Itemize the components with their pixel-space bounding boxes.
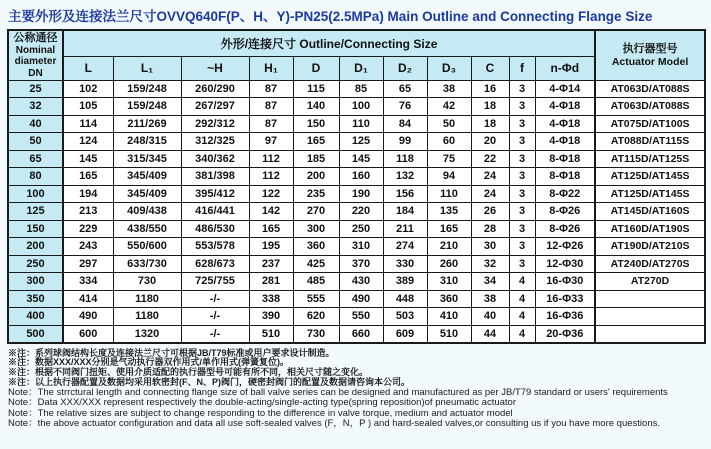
dn-cell: 80 bbox=[8, 168, 63, 186]
dimension-cell: 486/530 bbox=[181, 220, 249, 238]
dimension-cell: 97 bbox=[249, 133, 293, 151]
dimension-cell: 1320 bbox=[113, 325, 181, 343]
dimension-cell: 16-Φ30 bbox=[535, 273, 595, 291]
dimension-cell: 338 bbox=[249, 290, 293, 308]
dimension-cell: 3 bbox=[509, 203, 535, 221]
dimension-cell: 4 bbox=[509, 308, 535, 326]
dimension-cell: 448 bbox=[383, 290, 427, 308]
table-body bbox=[8, 80, 705, 343]
dimension-cell: 12-Φ26 bbox=[535, 238, 595, 256]
dimension-cell: 135 bbox=[427, 203, 471, 221]
dimension-cell: 213 bbox=[63, 203, 113, 221]
actuator-model-cell: AT160D/AT190S bbox=[595, 220, 705, 238]
dimension-cell: 140 bbox=[293, 98, 339, 116]
col-header-dim: D bbox=[293, 56, 339, 80]
table-row bbox=[8, 255, 705, 273]
dimension-cell: -/- bbox=[181, 290, 249, 308]
dimension-cell: 20-Φ36 bbox=[535, 325, 595, 343]
dimension-cell: 165 bbox=[293, 133, 339, 151]
dimension-cell: 105 bbox=[63, 98, 113, 116]
table-row bbox=[8, 185, 705, 203]
dimension-cell: 414 bbox=[63, 290, 113, 308]
dimension-cell: 8-Φ26 bbox=[535, 203, 595, 221]
dimension-cell: 42 bbox=[427, 98, 471, 116]
dn-header-en3: DN bbox=[28, 67, 43, 79]
dimension-cell: 730 bbox=[293, 325, 339, 343]
dimension-cell: 4-Φ14 bbox=[535, 80, 595, 98]
actuator-header-zh: 执行器型号 bbox=[622, 42, 678, 55]
dimension-cell: 555 bbox=[293, 290, 339, 308]
table-row bbox=[8, 168, 705, 186]
dn-header-en2: diameter bbox=[14, 56, 57, 67]
dimension-cell: 115 bbox=[293, 80, 339, 98]
dn-cell: 50 bbox=[8, 133, 63, 151]
dimension-cell: 184 bbox=[383, 203, 427, 221]
dimension-cell: 100 bbox=[339, 98, 383, 116]
col-header-dim: D₃ bbox=[427, 56, 471, 80]
dimension-cell: 503 bbox=[383, 308, 427, 326]
table-row bbox=[8, 290, 705, 308]
dimension-cell: 16-Φ36 bbox=[535, 308, 595, 326]
note-line-zh: ※注：根据不同阀门扭矩、使用介质适配的执行器型号可能有所不同，相关尺寸随之变化。 bbox=[8, 367, 369, 378]
dimension-cell: 30 bbox=[471, 238, 509, 256]
dimension-cell: 200 bbox=[293, 168, 339, 186]
dn-cell: 350 bbox=[8, 290, 63, 308]
dimension-cell: 310 bbox=[427, 273, 471, 291]
dimension-cell: 122 bbox=[249, 185, 293, 203]
dimension-cell: 112 bbox=[249, 168, 293, 186]
dimension-cell: 99 bbox=[383, 133, 427, 151]
dimension-cell: 250 bbox=[339, 220, 383, 238]
dn-cell: 250 bbox=[8, 255, 63, 273]
dn-header-en1: Nominal bbox=[15, 44, 56, 56]
dimension-cell: 65 bbox=[383, 80, 427, 98]
dimension-cell: 510 bbox=[249, 325, 293, 343]
dimension-cell: 114 bbox=[63, 115, 113, 133]
dimension-cell: 185 bbox=[293, 150, 339, 168]
dimension-cell: 38 bbox=[471, 290, 509, 308]
dimension-cell: 8-Φ26 bbox=[535, 220, 595, 238]
dimension-cell: 360 bbox=[293, 238, 339, 256]
dn-cell: 500 bbox=[8, 325, 63, 343]
dn-cell: 40 bbox=[8, 115, 63, 133]
dimension-cell: 76 bbox=[383, 98, 427, 116]
dn-cell: 400 bbox=[8, 308, 63, 326]
table-row bbox=[8, 220, 705, 238]
page-title: 主要外形及连接法兰尺寸OVVQ640F(P、H、Y)-PN25(2.5MPa) Main Outline and Connecting Flange Size bbox=[8, 9, 653, 24]
table-row bbox=[8, 325, 705, 343]
dimension-cell: 156 bbox=[383, 185, 427, 203]
dimension-cell: 229 bbox=[63, 220, 113, 238]
dimension-cell: 260/290 bbox=[181, 80, 249, 98]
actuator-model-cell: AT125D/AT145S bbox=[595, 185, 705, 203]
dimension-cell: 3 bbox=[509, 115, 535, 133]
dimension-cell: 94 bbox=[427, 168, 471, 186]
dn-cell: 100 bbox=[8, 185, 63, 203]
dimension-cell: 3 bbox=[509, 238, 535, 256]
table-header bbox=[8, 30, 705, 80]
dimension-cell: 730 bbox=[113, 273, 181, 291]
dimension-cell: 18 bbox=[471, 98, 509, 116]
dimension-cell: 416/441 bbox=[181, 203, 249, 221]
dimension-cell: 211 bbox=[383, 220, 427, 238]
actuator-model-cell bbox=[595, 308, 705, 326]
dimension-cell: 395/412 bbox=[181, 185, 249, 203]
dimension-cell: 28 bbox=[471, 220, 509, 238]
dimension-cell: 165 bbox=[427, 220, 471, 238]
dn-cell: 150 bbox=[8, 220, 63, 238]
dimension-cell: 142 bbox=[249, 203, 293, 221]
dimension-cell: 112 bbox=[249, 150, 293, 168]
dimension-cell: 438/550 bbox=[113, 220, 181, 238]
actuator-model-cell bbox=[595, 325, 705, 343]
dimension-cell: 159/248 bbox=[113, 98, 181, 116]
actuator-model-cell bbox=[595, 290, 705, 308]
dimension-cell: 330 bbox=[383, 255, 427, 273]
dimension-cell: 165 bbox=[249, 220, 293, 238]
dimension-cell: 4 bbox=[509, 290, 535, 308]
actuator-model-cell: AT125D/AT145S bbox=[595, 168, 705, 186]
actuator-model-cell: AT145D/AT160S bbox=[595, 203, 705, 221]
dimension-cell: 102 bbox=[63, 80, 113, 98]
note-line-zh: ※注：系列球阀结构长度及连接法兰尺寸可根据JB/T79标准或用户要求设计制造。 bbox=[8, 347, 335, 358]
actuator-header-en: Actuator Model bbox=[611, 55, 689, 68]
dimension-cell: 3 bbox=[509, 220, 535, 238]
dimension-cell: 160 bbox=[339, 168, 383, 186]
table-row bbox=[8, 98, 705, 116]
table-row bbox=[8, 273, 705, 291]
dimension-cell: 274 bbox=[383, 238, 427, 256]
dimension-cell: 243 bbox=[63, 238, 113, 256]
dimension-cell: 389 bbox=[383, 273, 427, 291]
dimension-cell: 425 bbox=[293, 255, 339, 273]
col-group-header: 外形/连接尺寸 Outline/Connecting Size bbox=[63, 30, 595, 56]
dimension-cell: 490 bbox=[339, 290, 383, 308]
dimension-cell: 195 bbox=[249, 238, 293, 256]
dimension-cell: 60 bbox=[427, 133, 471, 151]
flange-size-table bbox=[7, 29, 706, 344]
dimension-cell: 550 bbox=[339, 308, 383, 326]
note-line-en: Note：The strrctural length and connecting flange size of ball valve series can be designed and manufactured as per JB/T79 standard or users' requirements bbox=[8, 387, 668, 399]
dimension-cell: 633/730 bbox=[113, 255, 181, 273]
col-header-dim: f bbox=[509, 56, 535, 80]
table-row bbox=[8, 203, 705, 221]
dimension-cell: 8-Φ22 bbox=[535, 185, 595, 203]
dimension-cell: -/- bbox=[181, 325, 249, 343]
dimension-cell: 620 bbox=[293, 308, 339, 326]
dimension-cell: 110 bbox=[339, 115, 383, 133]
dimension-cell: 300 bbox=[293, 220, 339, 238]
dimension-cell: 34 bbox=[471, 273, 509, 291]
dimension-cell: 3 bbox=[509, 168, 535, 186]
dimension-cell: 3 bbox=[509, 185, 535, 203]
dimension-cell: 85 bbox=[339, 80, 383, 98]
dimension-cell: -/- bbox=[181, 308, 249, 326]
note-line-en: Note：Data XXX/XXX represent respectively the double-acting/single-acting type(spring reposition)of pneumatic actuator bbox=[8, 397, 516, 409]
col-header-dim: D₁ bbox=[339, 56, 383, 80]
dimension-cell: 550/600 bbox=[113, 238, 181, 256]
dimension-cell: 297 bbox=[63, 255, 113, 273]
dimension-cell: 430 bbox=[339, 273, 383, 291]
dimension-cell: 220 bbox=[339, 203, 383, 221]
dn-cell: 65 bbox=[8, 150, 63, 168]
dimension-cell: 75 bbox=[427, 150, 471, 168]
dimension-cell: 3 bbox=[509, 133, 535, 151]
actuator-model-cell: AT063D/AT088S bbox=[595, 98, 705, 116]
dimension-cell: 22 bbox=[471, 150, 509, 168]
dimension-cell: 281 bbox=[249, 273, 293, 291]
note-line-en: Note：The relative sizes are subject to change responding to the difference in valve torque, medium and actuator model bbox=[8, 407, 513, 419]
dimension-cell: 20 bbox=[471, 133, 509, 151]
note-line-zh: ※注：数据XXX/XXX分别是气动执行器双作用式/单作用式(弹簧复位)。 bbox=[8, 357, 290, 368]
actuator-model-cell: AT075D/AT100S bbox=[595, 115, 705, 133]
dimension-cell: 237 bbox=[249, 255, 293, 273]
dn-header-zh: 公称通径 bbox=[13, 31, 58, 44]
col-header-dim: H₁ bbox=[249, 56, 293, 80]
dimension-cell: 44 bbox=[471, 325, 509, 343]
col-header-dim: L bbox=[63, 56, 113, 80]
dimension-cell: 24 bbox=[471, 185, 509, 203]
dimension-cell: 118 bbox=[383, 150, 427, 168]
dimension-cell: 4 bbox=[509, 325, 535, 343]
col-header-dim: n-Φd bbox=[535, 56, 595, 80]
dimension-cell: 8-Φ18 bbox=[535, 168, 595, 186]
dimension-cell: 150 bbox=[293, 115, 339, 133]
dimension-cell: 292/312 bbox=[181, 115, 249, 133]
dimension-cell: 267/297 bbox=[181, 98, 249, 116]
dimension-cell: 84 bbox=[383, 115, 427, 133]
dimension-cell: 26 bbox=[471, 203, 509, 221]
dimension-cell: 87 bbox=[249, 98, 293, 116]
dimension-cell: 410 bbox=[427, 308, 471, 326]
dimension-cell: 3 bbox=[509, 150, 535, 168]
dn-cell: 200 bbox=[8, 238, 63, 256]
dimension-cell: 4-Φ18 bbox=[535, 133, 595, 151]
dimension-cell: 490 bbox=[63, 308, 113, 326]
table-row bbox=[8, 238, 705, 256]
dimension-cell: 8-Φ18 bbox=[535, 150, 595, 168]
dimension-cell: 4-Φ18 bbox=[535, 115, 595, 133]
dimension-cell: 38 bbox=[427, 80, 471, 98]
dimension-cell: 16-Φ33 bbox=[535, 290, 595, 308]
table-row bbox=[8, 115, 705, 133]
actuator-model-cell: AT063D/AT088S bbox=[595, 80, 705, 98]
dimension-cell: 345/409 bbox=[113, 168, 181, 186]
actuator-model-cell: AT270D bbox=[595, 273, 705, 291]
actuator-model-cell: AT240D/AT270S bbox=[595, 255, 705, 273]
dimension-cell: 190 bbox=[339, 185, 383, 203]
table-row bbox=[8, 133, 705, 151]
dimension-cell: 1180 bbox=[113, 290, 181, 308]
dimension-cell: 194 bbox=[63, 185, 113, 203]
dimension-cell: 340/362 bbox=[181, 150, 249, 168]
dn-cell: 25 bbox=[8, 80, 63, 98]
col-header-dim: ~H bbox=[181, 56, 249, 80]
notes-english bbox=[8, 388, 704, 429]
dimension-cell: 381/398 bbox=[181, 168, 249, 186]
dn-cell: 32 bbox=[8, 98, 63, 116]
col-header-actuator bbox=[595, 30, 705, 80]
dimension-cell: 370 bbox=[339, 255, 383, 273]
dimension-cell: 16 bbox=[471, 80, 509, 98]
dimension-cell: 4-Φ18 bbox=[535, 98, 595, 116]
dimension-cell: 50 bbox=[427, 115, 471, 133]
dimension-cell: 725/755 bbox=[181, 273, 249, 291]
dimension-cell: 165 bbox=[63, 168, 113, 186]
notes-section bbox=[7, 344, 704, 430]
dimension-cell: 145 bbox=[339, 150, 383, 168]
note-line-en: Note：the above actuator configuration and data all use soft-sealed valves (F，N，P ) and hard-sealed valves,or consulting us if you have more questions. bbox=[8, 418, 660, 430]
notes-chinese bbox=[8, 349, 704, 389]
dimension-cell: 485 bbox=[293, 273, 339, 291]
dimension-cell: 312/325 bbox=[181, 133, 249, 151]
dimension-cell: 87 bbox=[249, 115, 293, 133]
dimension-cell: 600 bbox=[63, 325, 113, 343]
note-line-zh: ※注：以上执行器配置及数据均采用软密封(F、N、P)阀门，硬密封阀门的配置及数据请咨询本公司。 bbox=[8, 377, 410, 388]
dimension-cell: 334 bbox=[63, 273, 113, 291]
dimension-cell: 553/578 bbox=[181, 238, 249, 256]
dn-cell: 125 bbox=[8, 203, 63, 221]
dimension-cell: 87 bbox=[249, 80, 293, 98]
dimension-cell: 110 bbox=[427, 185, 471, 203]
dimension-cell: 125 bbox=[339, 133, 383, 151]
actuator-model-cell: AT088D/AT115S bbox=[595, 133, 705, 151]
table-row bbox=[8, 150, 705, 168]
dimension-cell: 124 bbox=[63, 133, 113, 151]
dimension-cell: 270 bbox=[293, 203, 339, 221]
dimension-cell: 390 bbox=[249, 308, 293, 326]
dimension-cell: 260 bbox=[427, 255, 471, 273]
dimension-cell: 40 bbox=[471, 308, 509, 326]
dimension-cell: 315/345 bbox=[113, 150, 181, 168]
dimension-cell: 3 bbox=[509, 80, 535, 98]
col-header-dim: C bbox=[471, 56, 509, 80]
dimension-cell: 3 bbox=[509, 255, 535, 273]
actuator-model-cell: AT115D/AT125S bbox=[595, 150, 705, 168]
dimension-cell: 145 bbox=[63, 150, 113, 168]
dimension-cell: 211/269 bbox=[113, 115, 181, 133]
dimension-cell: 235 bbox=[293, 185, 339, 203]
dimension-cell: 18 bbox=[471, 115, 509, 133]
dimension-cell: 24 bbox=[471, 168, 509, 186]
col-header-dim: L₁ bbox=[113, 56, 181, 80]
dimension-cell: 609 bbox=[383, 325, 427, 343]
dimension-cell: 510 bbox=[427, 325, 471, 343]
actuator-model-cell: AT190D/AT210S bbox=[595, 238, 705, 256]
dimension-cell: 12-Φ30 bbox=[535, 255, 595, 273]
dimension-cell: 409/438 bbox=[113, 203, 181, 221]
dimension-cell: 210 bbox=[427, 238, 471, 256]
table-row bbox=[8, 80, 705, 98]
table-row bbox=[8, 308, 705, 326]
dimension-cell: 4 bbox=[509, 273, 535, 291]
dimension-cell: 1180 bbox=[113, 308, 181, 326]
dimension-cell: 660 bbox=[339, 325, 383, 343]
dimension-cell: 3 bbox=[509, 98, 535, 116]
dimension-cell: 345/409 bbox=[113, 185, 181, 203]
dimension-cell: 628/673 bbox=[181, 255, 249, 273]
dimension-cell: 159/248 bbox=[113, 80, 181, 98]
dimension-cell: 310 bbox=[339, 238, 383, 256]
dimension-cell: 360 bbox=[427, 290, 471, 308]
dn-cell: 300 bbox=[8, 273, 63, 291]
dimension-cell: 248/315 bbox=[113, 133, 181, 151]
col-header-dim: D₂ bbox=[383, 56, 427, 80]
dimension-cell: 32 bbox=[471, 255, 509, 273]
dimension-cell: 132 bbox=[383, 168, 427, 186]
col-header-dn bbox=[8, 30, 63, 80]
